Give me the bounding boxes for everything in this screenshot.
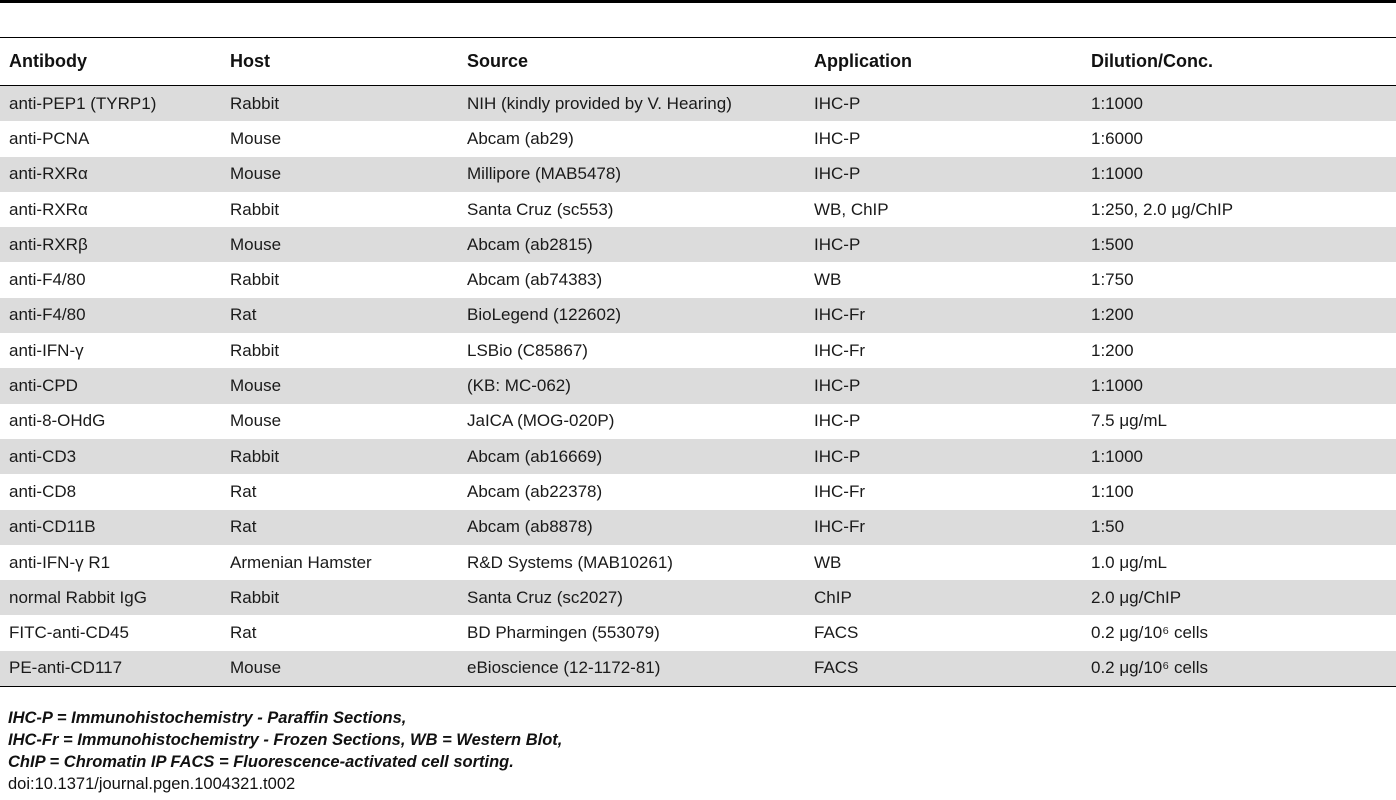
cell-source: eBioscience (12-1172-81) bbox=[458, 651, 805, 687]
table-row bbox=[0, 227, 1396, 262]
cell-application: WB bbox=[814, 552, 842, 572]
table-row bbox=[0, 615, 1396, 650]
table-row bbox=[0, 580, 1396, 615]
cell-antibody: anti-RXRα bbox=[0, 157, 221, 192]
table-row bbox=[0, 298, 1396, 333]
cell-source: Abcam (ab8878) bbox=[458, 510, 805, 545]
table-footnotes bbox=[8, 707, 562, 795]
cell-application: WB, ChIP bbox=[814, 199, 889, 219]
cell-host: Rat bbox=[230, 623, 257, 643]
header-application: Application bbox=[814, 51, 912, 71]
cell-antibody: anti-8-OHdG bbox=[9, 411, 106, 431]
table-row bbox=[0, 86, 1396, 122]
cell-antibody: anti-PCNA bbox=[9, 128, 90, 148]
cell-dilution: 1:1000 bbox=[1082, 86, 1396, 122]
cell-application: IHC-Fr bbox=[814, 340, 865, 360]
cell-application: IHC-P bbox=[805, 439, 1082, 474]
cell-antibody: anti-RXRα bbox=[9, 199, 88, 219]
doi-reference: doi:10.1371/journal.pgen.1004321.t002 bbox=[8, 775, 296, 793]
cell-application: IHC-Fr bbox=[805, 510, 1082, 545]
cell-host: Rabbit bbox=[230, 340, 280, 360]
cell-antibody: anti-IFN-γ R1 bbox=[9, 552, 111, 572]
footnote-chip-facs: ChIP = Chromatin IP FACS = Fluorescence-activated cell sorting. bbox=[8, 753, 514, 771]
cell-application: ChIP bbox=[805, 580, 1082, 615]
cell-host: Mouse bbox=[230, 128, 282, 148]
cell-dilution: 0.2 μg/10⁶ cells bbox=[1091, 623, 1208, 643]
table-row bbox=[0, 333, 1396, 368]
cell-source: (KB: MC-062) bbox=[458, 368, 805, 403]
cell-host: Mouse bbox=[221, 157, 458, 192]
table-header bbox=[0, 38, 1396, 86]
cell-antibody: anti-CD11B bbox=[0, 510, 221, 545]
table-row bbox=[0, 474, 1396, 509]
cell-host: Rabbit bbox=[221, 580, 458, 615]
cell-source: Abcam (ab29) bbox=[467, 128, 574, 148]
cell-antibody: anti-IFN-γ bbox=[9, 340, 84, 360]
cell-application: IHC-P bbox=[814, 411, 861, 431]
cell-dilution: 1:1000 bbox=[1082, 157, 1396, 192]
table-body bbox=[0, 86, 1396, 687]
cell-antibody: anti-CD8 bbox=[9, 481, 77, 501]
footnote-ihc-fr-wb: IHC-Fr = Immunohistochemistry - Frozen Sections, WB = Western Blot, bbox=[8, 731, 563, 749]
cell-source: NIH (kindly provided by V. Hearing) bbox=[458, 86, 805, 122]
cell-host: Rabbit bbox=[221, 439, 458, 474]
cell-dilution: 1:500 bbox=[1082, 227, 1396, 262]
cell-dilution: 1:750 bbox=[1091, 270, 1134, 290]
table-row bbox=[0, 651, 1396, 687]
cell-source: Santa Cruz (sc2027) bbox=[458, 580, 805, 615]
cell-antibody: FITC-anti-CD45 bbox=[9, 623, 129, 643]
cell-source: BioLegend (122602) bbox=[458, 298, 805, 333]
cell-host: Armenian Hamster bbox=[230, 552, 372, 572]
cell-host: Mouse bbox=[221, 651, 458, 687]
table-row bbox=[0, 510, 1396, 545]
cell-dilution: 1:6000 bbox=[1091, 128, 1143, 148]
cell-host: Mouse bbox=[221, 227, 458, 262]
cell-source: BD Pharmingen (553079) bbox=[467, 623, 660, 643]
cell-dilution: 1:250, 2.0 μg/ChIP bbox=[1091, 199, 1234, 219]
cell-host: Rabbit bbox=[221, 86, 458, 122]
cell-source: Abcam (ab74383) bbox=[467, 270, 603, 290]
cell-application: FACS bbox=[814, 623, 859, 643]
cell-dilution: 1.0 μg/mL bbox=[1091, 552, 1167, 572]
cell-source: JaICA (MOG-020P) bbox=[467, 411, 615, 431]
cell-application: IHC-P bbox=[805, 368, 1082, 403]
cell-application: IHC-Fr bbox=[805, 298, 1082, 333]
cell-application: IHC-Fr bbox=[814, 481, 865, 501]
cell-antibody: anti-F4/80 bbox=[9, 270, 86, 290]
table-row bbox=[0, 262, 1396, 297]
cell-dilution: 1:1000 bbox=[1082, 368, 1396, 403]
cell-dilution: 1:200 bbox=[1082, 298, 1396, 333]
cell-antibody: PE-anti-CD117 bbox=[0, 651, 221, 687]
cell-antibody: anti-RXRβ bbox=[0, 227, 221, 262]
cell-antibody: normal Rabbit IgG bbox=[0, 580, 221, 615]
cell-application: IHC-P bbox=[805, 227, 1082, 262]
cell-application: IHC-P bbox=[805, 86, 1082, 122]
cell-source: Abcam (ab16669) bbox=[458, 439, 805, 474]
table-row bbox=[0, 404, 1396, 439]
footnote-ihc-p: IHC-P = Immunohistochemistry - Paraffin Sections, bbox=[8, 709, 407, 727]
cell-host: Rabbit bbox=[230, 199, 280, 219]
header-row bbox=[0, 38, 1396, 86]
cell-source: Abcam (ab2815) bbox=[458, 227, 805, 262]
cell-host: Mouse bbox=[230, 411, 282, 431]
table-row bbox=[0, 545, 1396, 580]
cell-source: LSBio (C85867) bbox=[467, 340, 588, 360]
cell-dilution: 2.0 μg/ChIP bbox=[1082, 580, 1396, 615]
cell-dilution: 1:100 bbox=[1091, 481, 1134, 501]
table-row bbox=[0, 192, 1396, 227]
cell-source: Millipore (MAB5478) bbox=[458, 157, 805, 192]
cell-host: Rabbit bbox=[230, 270, 280, 290]
top-rule bbox=[0, 0, 1396, 3]
cell-dilution: 1:50 bbox=[1082, 510, 1396, 545]
cell-antibody: anti-PEP1 (TYRP1) bbox=[0, 86, 221, 122]
cell-application: IHC-P bbox=[814, 128, 861, 148]
cell-source: R&D Systems (MAB10261) bbox=[467, 552, 673, 572]
cell-source: Abcam (ab22378) bbox=[467, 481, 603, 501]
cell-source: Santa Cruz (sc553) bbox=[467, 199, 614, 219]
cell-application: WB bbox=[814, 270, 842, 290]
antibody-table bbox=[0, 37, 1396, 687]
cell-antibody: anti-CD3 bbox=[0, 439, 221, 474]
cell-dilution: 7.5 μg/mL bbox=[1091, 411, 1167, 431]
cell-dilution: 1:1000 bbox=[1082, 439, 1396, 474]
cell-dilution: 0.2 μg/10⁶ cells bbox=[1082, 651, 1396, 687]
table-row bbox=[0, 157, 1396, 192]
cell-antibody: anti-F4/80 bbox=[0, 298, 221, 333]
header-dilution: Dilution/Conc. bbox=[1091, 51, 1213, 71]
table-row bbox=[0, 368, 1396, 403]
header-source: Source bbox=[467, 51, 529, 71]
cell-antibody: anti-CPD bbox=[0, 368, 221, 403]
table-row bbox=[0, 121, 1396, 156]
cell-application: FACS bbox=[805, 651, 1082, 687]
header-antibody: Antibody bbox=[9, 51, 87, 71]
antibody-table-container bbox=[0, 37, 1396, 687]
cell-host: Rat bbox=[230, 481, 257, 501]
table-row bbox=[0, 439, 1396, 474]
cell-host: Rat bbox=[221, 298, 458, 333]
header-host: Host bbox=[230, 51, 270, 71]
cell-host: Rat bbox=[221, 510, 458, 545]
cell-application: IHC-P bbox=[805, 157, 1082, 192]
cell-dilution: 1:200 bbox=[1091, 340, 1134, 360]
cell-host: Mouse bbox=[221, 368, 458, 403]
